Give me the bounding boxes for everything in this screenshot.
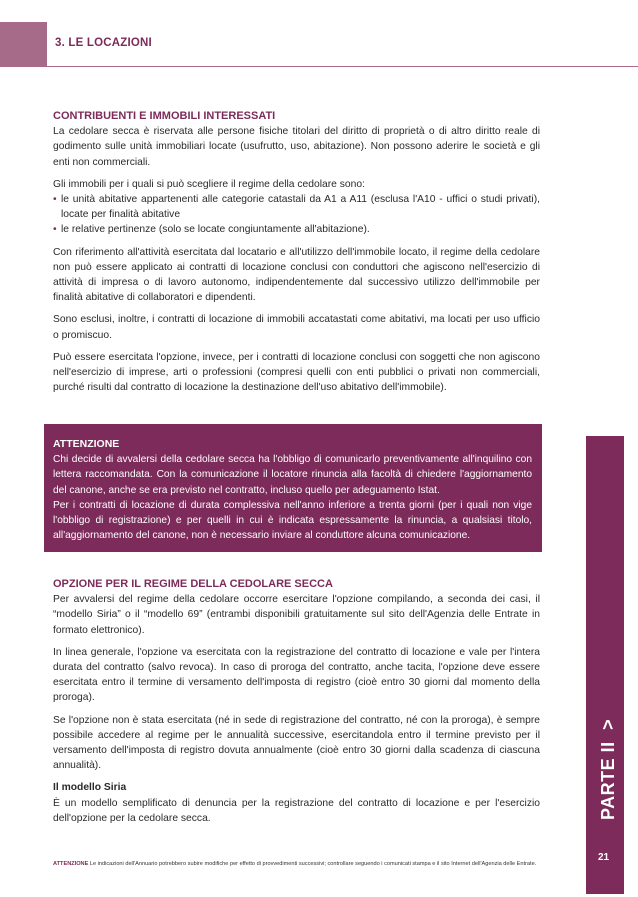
attention-paragraph: Per i contratti di locazione di durata complessiva nell'anno inferiore a trenta giorni (per i quali non vige l'obbligo di registrazione) e per quelli in cui è indicata espressamente la rinuncia, a qualsiasi titolo, all'aggiornamento del canone, non è necessario inviare al conduttore alcuna comunicazione.: [53, 499, 532, 542]
paragraph: È un modello semplificato di denuncia per la registrazione del contratto di locazione e per l'esercizio dell'opzione per la cedolare secca.: [53, 797, 540, 824]
paragraph: Sono esclusi, inoltre, i contratti di locazione di immobili accatastati come abitativi, ma locati per uso ufficio o promiscuo.: [53, 314, 540, 341]
option-section: [53, 577, 540, 826]
chevron-right-icon: >: [598, 718, 618, 730]
paragraph: Se l'opzione non è stata esercitata (né in sede di registrazione del contratto, né con la proroga), è sempre possibile accedere al regime per le annualità successive, esercitandola entro il termine previsto per il versamento dell'imposta di registro dovuta annualmente (cioè entro 30 giorni dalla scadenza di ciascuna annualità).: [53, 714, 540, 772]
attention-label: ATTENZIONE: [53, 438, 120, 450]
footnote-text: Le indicazioni dell'Annuario potrebbero subire modifiche per effetto di provvedimenti successivi; controllare seguendo i comunicati stampa e il sito Internet dell'Agenzia delle Entrate.: [89, 861, 537, 867]
page-number: 21: [598, 852, 610, 863]
part-title: IL FISCO SULLA CASA: [598, 501, 618, 708]
footnote-label: ATTENZIONE: [53, 861, 89, 867]
list-item: • le relative pertinenze (solo se locate congiuntamente all'abitazione).: [53, 222, 540, 237]
attention-paragraph: Chi decide di avvalersi della cedolare secca ha l'obbligo di comunicarlo preventivamente all'inquilino con lettera raccomandata. Con la comunicazione il locatore rinuncia alla facoltà di chiedere l'aggiornamento del canone, anche se era previsto nel contratto, incluso quello per adeguamento Istat.: [53, 454, 532, 496]
main-content: [53, 109, 540, 395]
part-label: PARTE II: [598, 741, 618, 820]
header-color-block: [0, 22, 47, 67]
section-heading-option: OPZIONE PER IL REGIME DELLA CEDOLARE SECCA: [53, 578, 333, 590]
paragraph: Può essere esercitata l'opzione, invece, per i contratti di locazione conclusi con soggetti che non agiscono nell'esercizio di imprese, arti o professioni (compresi quelli con enti pubblici o privati non commerciali, purché risulti dal contratto di locazione la destinazione dell'uso abitativo dell'immobile).: [53, 351, 540, 394]
section-heading-contributors: CONTRIBUENTI E IMMOBILI INTERESSATI: [53, 110, 276, 122]
header-rule: [47, 66, 638, 67]
attention-content: [53, 437, 532, 543]
chapter-title: 3. LE LOCAZIONI: [55, 37, 152, 49]
paragraph: Gli immobili per i quali si può scegliere il regime della cedolare sono:: [53, 178, 365, 190]
bullet-icon: •: [53, 224, 57, 236]
paragraph: In linea generale, l'opzione va esercitata con la registrazione del contratto di locazione e vale per l'intera durata del contratto (salvo revoca). In caso di proroga del contratto, anche tacita, l'opzione deve essere esercitata entro il termine di versamento dell'imposta di registro (cioè entro 30 giorni dal momento della proroga).: [53, 646, 540, 704]
paragraph: Per avvalersi del regime della cedolare occorre esercitare l'opzione compilando, a seconda dei casi, il “modello Siria” o il “modello 69” (entrambi disponibili gratuitamente sul sito dell'Agenzia delle Entrate in formato elettronico).: [53, 594, 540, 636]
bullet-icon: •: [53, 194, 57, 206]
list-item: • le unità abitative appartenenti alle categorie catastali da A1 a A11 (esclusa l'A10 - uffici o studi privati), locate per finalità abitative: [53, 192, 540, 222]
footnote: [53, 861, 540, 868]
paragraph: La cedolare secca è riservata alle persone fisiche titolari del diritto di proprietà o di altro diritto reale di godimento sulle unità immobiliari locate (usufrutto, uso, abitazione). Non possono aderire le società e gli enti non commerciali.: [53, 126, 540, 168]
side-part-label: [598, 502, 619, 820]
subheading-modello-siria: Il modello Siria: [53, 782, 127, 794]
paragraph: Con riferimento all'attività esercitata dal locatario e all'utilizzo dell'immobile locato, il regime della cedolare non può essere applicato ai contratti di locazione conclusi con conduttori che agiscono nell'esercizio di attività di impresa o di lavoro autonomo, indipendentemente dal successivo utilizzo dell'immobile per finalità abitative di collaboratori e dipendenti.: [53, 246, 540, 304]
